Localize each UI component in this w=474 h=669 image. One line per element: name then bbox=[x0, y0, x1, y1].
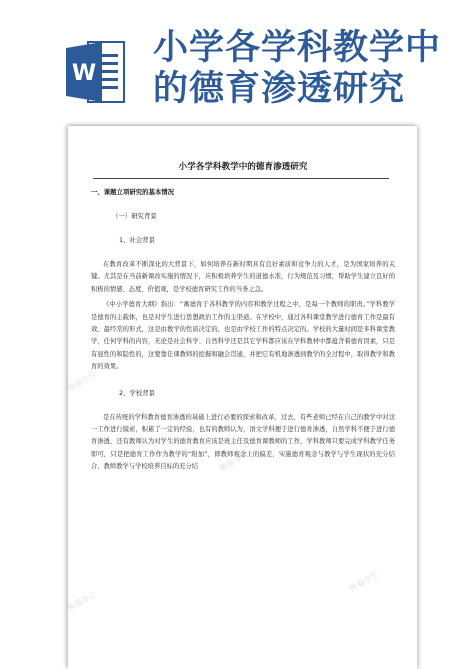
subsubsection-heading: 1、社会背景 bbox=[119, 236, 156, 244]
paragraph: 《中小学德育大纲》指出：“寓德育于各科教学的内容和教学过程之中，是每一个教师的职责。”学科教学是德育的主载体，也是对学生进行思想政治工作的主渠道。在学校中，通过各科课堂教学进行德育工作是最有效、最经常的形式，这是由教学的性质决定的，也是由学校工作的特点决定的。学校的大量时间是多科课堂教学，任何学科的内容，无论是社会科学、自然科学还是其它学科都应该在学科教材中都蕴含着德育因素，只是有显性的和隐性的，这要靠任课教师的挖掘和融会贯通，并把它有机地渗透到教学的全过程中，取得教学和教育的效果。 bbox=[91, 301, 395, 371]
word-document-icon bbox=[66, 40, 126, 104]
paragraph: 在教育改革不断深化的大背景下，如何培养在新时期具有良好素质和竞争力的人才，是为国家培养的关键。尤其是在当前新课改实施的情况下，应积极培养学生的道德水准，行为规范及习惯，帮助学生建立良好的积极的情感、态度、价值观，是学校德育研究工作的当务之急。 bbox=[91, 261, 395, 293]
document-page bbox=[65, 126, 417, 669]
banner-title-line2: 的德育渗透研究 bbox=[153, 69, 406, 109]
watermark: 熊猫办公 bbox=[217, 449, 251, 474]
subsubsection-heading: 2、学校背景 bbox=[119, 388, 156, 397]
watermark: 熊猫办公 bbox=[65, 369, 99, 394]
document-body bbox=[91, 126, 395, 474]
document-title: 小学各学科教学中的德育渗透研究 bbox=[178, 162, 308, 172]
watermark: 熊猫办公 bbox=[337, 319, 371, 344]
banner-title-line1: 小学各学科教学中 bbox=[153, 28, 442, 68]
banner bbox=[0, 0, 474, 118]
paragraph: 是在传统的学科教育德育渗透的基础上进行必要的探索和改革，过去，有些老师已经在自己的教学中对这一工作进行摸索，积累了一定的经验，也有的教师认为，语文学科便于进行德育渗透，自然学科不便于进行德育渗透，还有教师认为对学生的德育教育应该是班主任及德育课教师的工作，学科教师只要完成学科教学任务即可，只是把德育工作作为教学的“附加”，即教师观念上的偏差，实施德育观念与教学与学生现状的充分结合，教师教学与学校培养目标的充分结 bbox=[91, 413, 395, 471]
watermark: 熊猫办公 bbox=[347, 569, 381, 594]
banner-title bbox=[153, 28, 441, 110]
subsection-heading: （一）研究背景 bbox=[112, 212, 157, 220]
word-icon-letter: W bbox=[71, 61, 97, 86]
watermark: 熊猫办公 bbox=[65, 589, 99, 614]
section-heading: 一、课题立项研究的基本情况 bbox=[91, 188, 175, 196]
title-rule bbox=[93, 178, 389, 179]
